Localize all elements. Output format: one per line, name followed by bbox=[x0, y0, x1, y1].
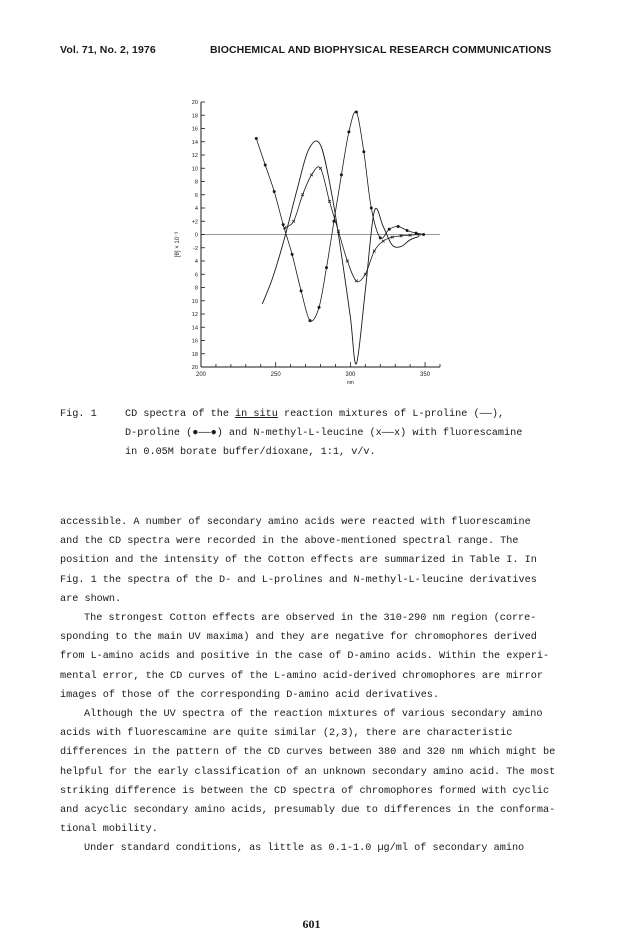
body-line: tional mobility. bbox=[60, 824, 158, 836]
y-tick-label: -2 bbox=[193, 245, 198, 252]
body-line: helpful for the early classification of an unknown secondary amino acid. The most bbox=[60, 766, 556, 778]
cd-spectra-figure bbox=[0, 0, 623, 400]
data-point-cross bbox=[355, 279, 358, 282]
caption-line-1: CD spectra of the in situ reaction mixtures of L-proline (——), bbox=[125, 409, 505, 420]
body-text bbox=[60, 513, 580, 859]
data-point-dot bbox=[415, 232, 418, 235]
series-dots bbox=[255, 110, 425, 322]
body-line: Under standard conditions, as little as 0.1-1.0 µg/ml of secondary amino bbox=[84, 843, 525, 855]
data-point-dot bbox=[255, 137, 258, 140]
l-proline-symbol: —— bbox=[479, 409, 492, 420]
caption-line-3: in 0.05M borate buffer/dioxane, 1:1, v/v. bbox=[125, 447, 376, 458]
data-point-dot bbox=[300, 289, 303, 292]
body-line: from L-amino acids and positive in the case of D-amino acids. Within the experi- bbox=[60, 651, 550, 663]
data-point-dot bbox=[347, 130, 350, 133]
chart-series bbox=[255, 110, 425, 364]
y-tick-label: 4 bbox=[194, 259, 198, 265]
x-tick-label: 300 bbox=[345, 372, 356, 378]
data-point-dot bbox=[340, 173, 343, 176]
body-line: sponding to the main UV maxima) and they are negative for chromophores derived bbox=[60, 632, 537, 644]
in-situ-underlined: in situ bbox=[235, 409, 278, 420]
body-line: and the CD spectra were recorded in the above-mentioned spectral range. The bbox=[60, 536, 519, 548]
series-line bbox=[285, 167, 420, 282]
y-tick-label: 20 bbox=[191, 365, 198, 371]
y-tick-label: 6 bbox=[194, 192, 198, 199]
data-point-cross bbox=[310, 173, 313, 176]
y-tick-label: 12 bbox=[191, 312, 198, 318]
data-point-cross bbox=[364, 273, 367, 276]
data-point-dot bbox=[422, 233, 425, 236]
data-point-dot bbox=[355, 110, 358, 113]
body-line: accessible. A number of secondary amino acids were reacted with fluorescamine bbox=[60, 517, 531, 528]
data-point-dot bbox=[309, 319, 312, 322]
data-point-dot bbox=[325, 266, 328, 269]
y-tick-label: 8 bbox=[194, 285, 198, 292]
data-point-dot bbox=[282, 223, 285, 226]
y-tick-label: 14 bbox=[191, 139, 198, 146]
series-crosses bbox=[283, 167, 420, 282]
data-point-cross bbox=[382, 240, 385, 243]
y-tick-label: 10 bbox=[191, 298, 198, 305]
data-point-dot bbox=[362, 150, 365, 153]
data-point-cross bbox=[319, 167, 322, 170]
page-number: 601 bbox=[302, 917, 321, 931]
body-line: position and the intensity of the Cotton effects are summarized in Table I. In bbox=[60, 555, 537, 567]
y-tick-label: 14 bbox=[191, 325, 198, 332]
figure-label: Fig. 1 bbox=[60, 409, 97, 420]
body-line: Although the UV spectra of the reaction mixtures of various secondary amino bbox=[84, 709, 543, 721]
y-tick-label: 0 bbox=[194, 232, 198, 239]
body-line: images of those of the corresponding D-amino acid derivatives. bbox=[60, 689, 440, 701]
data-point-cross bbox=[292, 220, 295, 223]
y-tick-label: 20 bbox=[191, 100, 198, 106]
body-line: acids with fluorescamine are quite similar (2,3), there are characteristic bbox=[60, 728, 513, 740]
body-line: and acyclic secondary amino acids, presumably due to differences in the conforma- bbox=[60, 805, 556, 817]
data-point-dot bbox=[379, 236, 382, 239]
data-point-dot bbox=[264, 163, 267, 166]
body-line: striking difference is between the CD spectra of chromophores formed with cyclic bbox=[60, 785, 550, 797]
body-line: Fig. 1 the spectra of the D- and L-prolines and N-methyl-L-leucine derivatives bbox=[60, 574, 537, 586]
caption-line-2: D-proline (●——●) and N-methyl-L-leucine (x——x) with fluorescamine bbox=[125, 428, 523, 439]
x-axis-label: nm bbox=[346, 380, 354, 386]
body-line: mental error, the CD curves of the L-amino acid-derived chromophores are mirror bbox=[60, 670, 543, 682]
data-point-dot bbox=[388, 228, 391, 231]
y-tick-label: 18 bbox=[191, 351, 198, 358]
volume-info: Vol. 71, No. 2, 1976 bbox=[60, 44, 156, 56]
y-tick-label: 6 bbox=[194, 272, 198, 279]
data-point-cross bbox=[373, 250, 376, 253]
y-tick-label: 12 bbox=[191, 153, 198, 159]
series-line bbox=[256, 111, 423, 321]
y-tick-label: 10 bbox=[191, 166, 198, 173]
data-point-dot bbox=[397, 225, 400, 228]
journal-title: BIOCHEMICAL AND BIOPHYSICAL RESEARCH COMMUNICATIONS bbox=[210, 44, 552, 56]
data-point-dot bbox=[318, 306, 321, 309]
data-point-dot bbox=[291, 253, 294, 256]
data-point-dot bbox=[370, 207, 373, 210]
body-line: The strongest Cotton effects are observed in the 310-290 nm region (corre- bbox=[84, 613, 537, 625]
y-tick-label: 8 bbox=[194, 179, 198, 186]
y-tick-label: 4 bbox=[194, 206, 198, 212]
y-tick-label: +2 bbox=[191, 219, 198, 226]
y-axis-label: [θ] × 10⁻³ bbox=[175, 231, 181, 258]
y-tick-label: 16 bbox=[191, 338, 198, 345]
body-line: are shown. bbox=[60, 593, 122, 605]
y-tick-label: 16 bbox=[191, 126, 198, 133]
x-tick-label: 200 bbox=[195, 372, 207, 378]
y-tick-label: 18 bbox=[191, 113, 198, 120]
data-point-dot bbox=[273, 190, 276, 193]
x-tick-label: 350 bbox=[420, 372, 431, 378]
x-tick-label: 250 bbox=[270, 372, 281, 378]
body-line: differences in the pattern of the CD curves between 380 and 320 nm which might be bbox=[60, 747, 556, 759]
data-point-dot bbox=[406, 229, 409, 232]
chart-axes bbox=[175, 100, 440, 386]
